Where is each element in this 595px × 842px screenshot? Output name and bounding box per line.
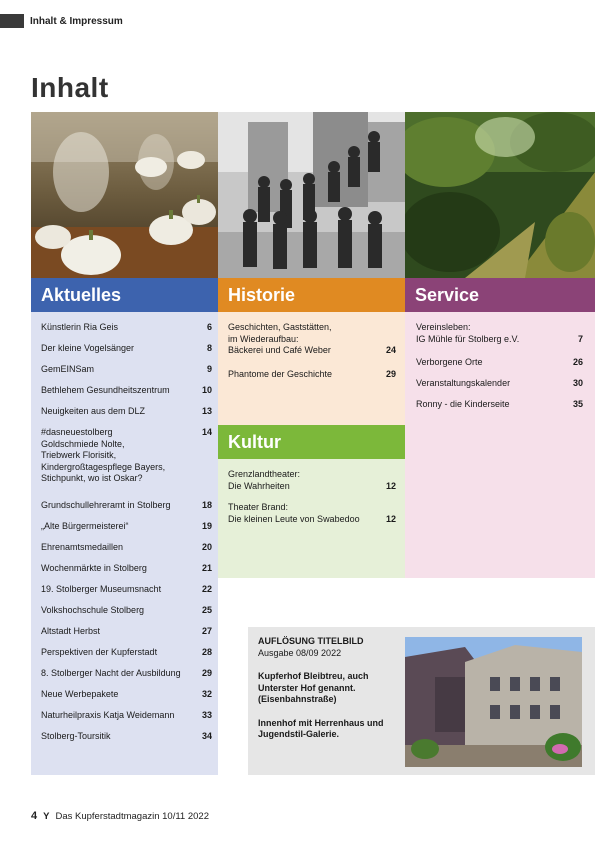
list-item[interactable]: Volkshochschule Stolberg 25 [41, 605, 212, 615]
aktuelles-section [31, 278, 218, 775]
header-bar [0, 14, 24, 28]
pumpkins-photo [31, 112, 218, 278]
kultur-section [218, 425, 405, 578]
list-item[interactable]: Der kleine Vogelsänger 8 [41, 343, 212, 353]
list-item[interactable]: Stolberg-Toursitik 34 [41, 731, 212, 741]
page-title: Inhalt [31, 72, 109, 103]
cover-building-photo [405, 637, 582, 767]
service-section [405, 278, 595, 578]
list-item[interactable]: Grenzlandtheater: Die Wahrheiten 12 [228, 469, 396, 491]
historie-heading: Historie [218, 278, 405, 312]
section-label: Inhalt & Impressum [30, 16, 123, 27]
list-item[interactable]: Geschichten, Gaststätten, im Wiederaufbau: Bäckerei und Café Weber 24 [228, 322, 396, 355]
list-item[interactable]: Altstadt Herbst 27 [41, 626, 212, 636]
list-item[interactable]: Veranstaltungskalender 30 [416, 378, 583, 388]
list-item[interactable]: Vereinsleben: IG Mühle für Stolberg e.V. 7 [416, 322, 583, 344]
list-item[interactable]: Wochenmärkte in Stolberg 21 [41, 563, 212, 573]
list-item[interactable]: Theater Brand: Die kleinen Leute von Swabedoo 12 [228, 502, 396, 524]
forest-path-photo [405, 112, 595, 278]
list-item[interactable]: 8. Stolberger Nacht der Ausbildung 29 [41, 668, 212, 678]
aktuelles-heading: Aktuelles [31, 278, 218, 312]
list-item[interactable]: Bethlehem Gesundheitszentrum 10 [41, 385, 212, 395]
magazine-name: Das Kupferstadtmagazin 10/11 2022 [55, 811, 209, 822]
page-number: 4 [31, 810, 38, 822]
list-item[interactable]: Verborgene Orte 26 [416, 357, 583, 367]
list-item[interactable]: 19. Stolberger Museumsnacht 22 [41, 584, 212, 594]
aufloesung-desc-2: Innenhof mit Herrenhaus und Jugendstil-Galerie. [258, 717, 384, 739]
historic-group-photo [218, 112, 405, 278]
magazine-logo-icon: Y [43, 811, 50, 822]
aufloesung-issue: Ausgabe 08/09 2022 [258, 647, 342, 658]
aufloesung-desc-1: Kupferhof Bleibtreu, auch Unterster Hof genannt. (Eisenbahnstraße) [258, 671, 369, 704]
list-item[interactable]: GemEINSam 9 [41, 364, 212, 374]
list-item[interactable]: #dasneuestolberg Goldschmiede Nolte, Triebwerk Florisitk, Kindergroßtagespflege Bayers, Stichpunkt, wo ist Oskar? 14 [41, 427, 212, 483]
footer [31, 810, 209, 822]
service-heading: Service [405, 278, 595, 312]
aufloesung-box [248, 627, 595, 775]
kultur-heading: Kultur [218, 425, 405, 459]
list-item[interactable]: „Alte Bürgermeisterei“ 19 [41, 521, 212, 531]
list-item[interactable]: Perspektiven der Kupferstadt 28 [41, 647, 212, 657]
list-item[interactable]: Neue Werbepakete 32 [41, 689, 212, 699]
aufloesung-heading: AUFLÖSUNG TITELBILD [258, 636, 364, 646]
list-item[interactable]: Ehrenamtsmedaillen 20 [41, 542, 212, 552]
list-item[interactable]: Ronny - die Kinderseite 35 [416, 399, 583, 409]
aufloesung-text [258, 636, 396, 741]
historie-section [218, 278, 405, 425]
list-item[interactable]: Naturheilpraxis Katja Weidemann 33 [41, 710, 212, 720]
list-item[interactable]: Phantome der Geschichte 29 [228, 369, 396, 379]
list-item[interactable]: Künstlerin Ria Geis 6 [41, 322, 212, 332]
list-item[interactable]: Neuigkeiten aus dem DLZ 13 [41, 406, 212, 416]
list-item[interactable]: Grundschullehreramt in Stolberg 18 [41, 500, 212, 510]
